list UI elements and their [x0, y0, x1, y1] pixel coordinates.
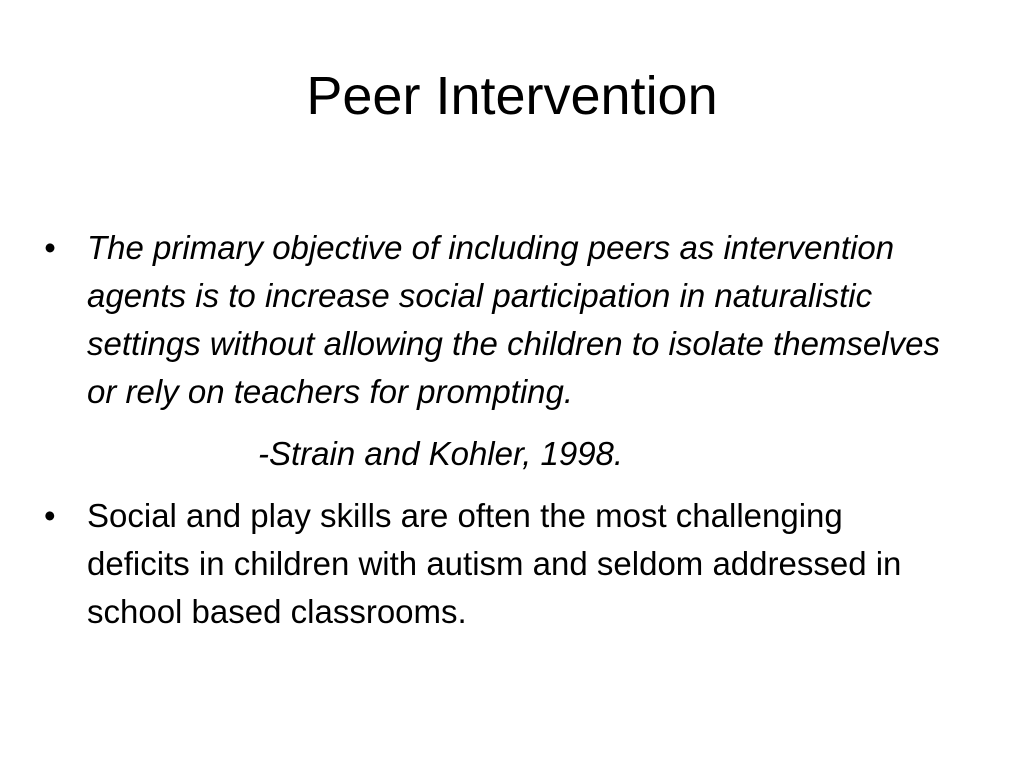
bullet-text: The primary objective of including peers as intervention agents is to increase social participation in naturalistic settings without allowing the children to isolate themselves or rely on teachers for prompting.: [87, 229, 940, 410]
bullet-text: Social and play skills are often the most challenging deficits in children with autism and seldom addressed in school based classrooms.: [87, 497, 902, 630]
bullet-item-quote: [40, 224, 940, 416]
bullet-item-skills: [40, 492, 940, 636]
slide-body: [40, 224, 940, 636]
bullet-marker: •: [44, 229, 56, 266]
quote-citation: -Strain and Kohler, 1998.: [258, 435, 624, 472]
slide-title: Peer Intervention: [306, 66, 718, 126]
bullet-marker: •: [44, 497, 56, 534]
